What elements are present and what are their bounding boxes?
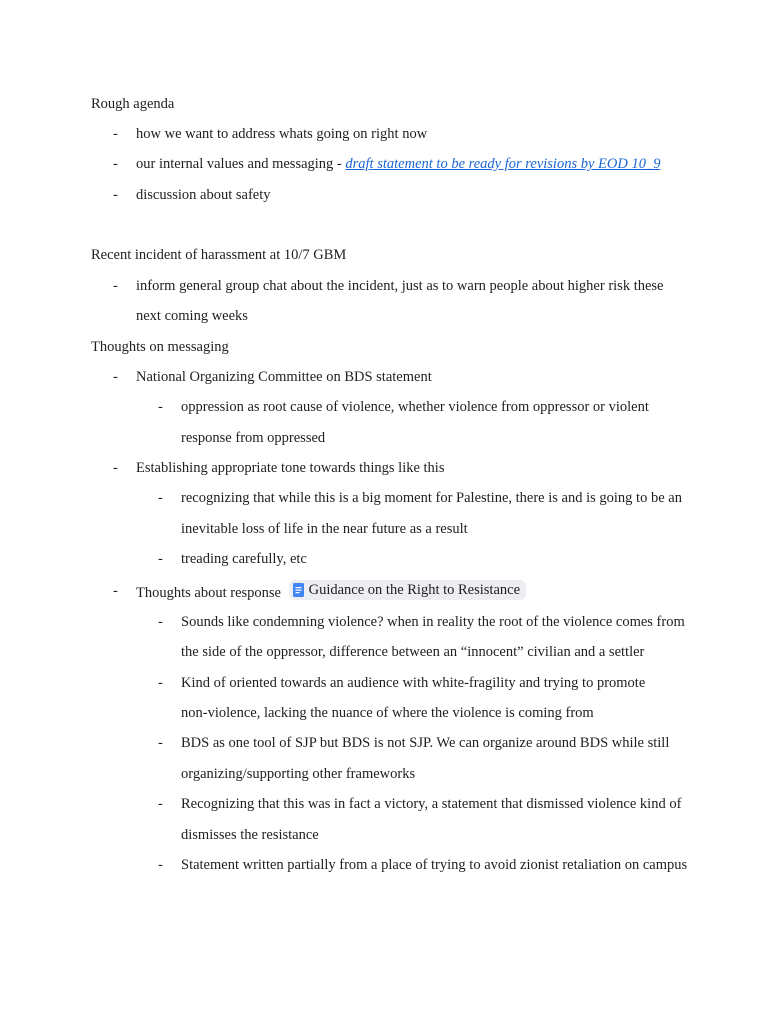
bullet-dash: - (113, 583, 118, 599)
messaging-item-3-sub-1-line2: the side of the oppressor, difference between an “innocent” civilian and a settler (181, 644, 645, 660)
bullet-dash: - (158, 675, 163, 691)
messaging-item-3-text: Thoughts about response (136, 585, 281, 601)
agenda-item-3: discussion about safety (136, 187, 271, 203)
messaging-item-3-sub-4-line1: Recognizing that this was in fact a victory, a statement that dismissed violence kind of (181, 796, 682, 812)
messaging-item-3-sub-3-line1: BDS as one tool of SJP but BDS is not SJP. We can organize around BDS while still (181, 735, 670, 751)
bullet-dash: - (158, 551, 163, 567)
bullet-dash: - (113, 278, 118, 294)
bullet-dash: - (113, 369, 118, 385)
bullet-dash: - (158, 399, 163, 415)
guidance-doc-chip-label: Guidance on the Right to Resistance (308, 582, 521, 598)
agenda-heading: Rough agenda (91, 96, 175, 112)
incident-item-1-line1: inform general group chat about the incident, just as to warn people about higher risk these (136, 278, 664, 294)
bullet-dash: - (113, 126, 118, 142)
bullet-dash: - (158, 735, 163, 751)
messaging-item-1-sub-1-line1: oppression as root cause of violence, whether violence from oppressor or violent (181, 399, 649, 415)
draft-statement-link[interactable]: draft statement to be ready for revisions by EOD 10_9 (345, 156, 661, 172)
messaging-item-1-sub-1-line2: response from oppressed (181, 430, 326, 446)
messaging-item-3-sub-1-line1: Sounds like condemning violence? when in reality the root of the violence comes from (181, 614, 685, 630)
bullet-dash: - (158, 614, 163, 630)
incident-heading: Recent incident of harassment at 10/7 GBM (91, 247, 347, 263)
bullet-dash: - (158, 796, 163, 812)
agenda-item-2-text: our internal values and messaging - (136, 156, 346, 172)
agenda-item-1: how we want to address whats going on right now (136, 126, 428, 142)
bullet-dash: - (158, 857, 163, 873)
messaging-heading: Thoughts on messaging (91, 339, 229, 355)
messaging-item-2-sub-2: treading carefully, etc (181, 551, 307, 567)
messaging-item-2-sub-1-line2: inevitable loss of life in the near future as a result (181, 521, 468, 537)
messaging-item-2: Establishing appropriate tone towards things like this (136, 460, 445, 476)
messaging-item-3 (136, 580, 526, 603)
messaging-item-3-sub-5: Statement written partially from a place of trying to avoid zionist retaliation on campus (181, 857, 688, 873)
bullet-dash: - (113, 156, 118, 172)
doc-icon (293, 583, 304, 597)
messaging-item-3-sub-2-line1: Kind of oriented towards an audience with white-fragility and trying to promote (181, 675, 646, 691)
bullet-dash: - (113, 187, 118, 203)
messaging-item-3-sub-2-line2: non-violence, lacking the nuance of where the violence is coming from (181, 705, 594, 721)
guidance-doc-chip[interactable] (289, 580, 526, 600)
messaging-item-3-sub-3-line2: organizing/supporting other frameworks (181, 766, 416, 782)
bullet-dash: - (158, 490, 163, 506)
messaging-item-2-sub-1-line1: recognizing that while this is a big moment for Palestine, there is and is going to be an (181, 490, 682, 506)
messaging-item-1: National Organizing Committee on BDS statement (136, 369, 432, 385)
agenda-item-2 (136, 154, 660, 174)
bullet-dash: - (113, 460, 118, 476)
incident-item-1-line2: next coming weeks (136, 308, 248, 324)
messaging-item-3-sub-4-line2: dismisses the resistance (181, 827, 319, 843)
